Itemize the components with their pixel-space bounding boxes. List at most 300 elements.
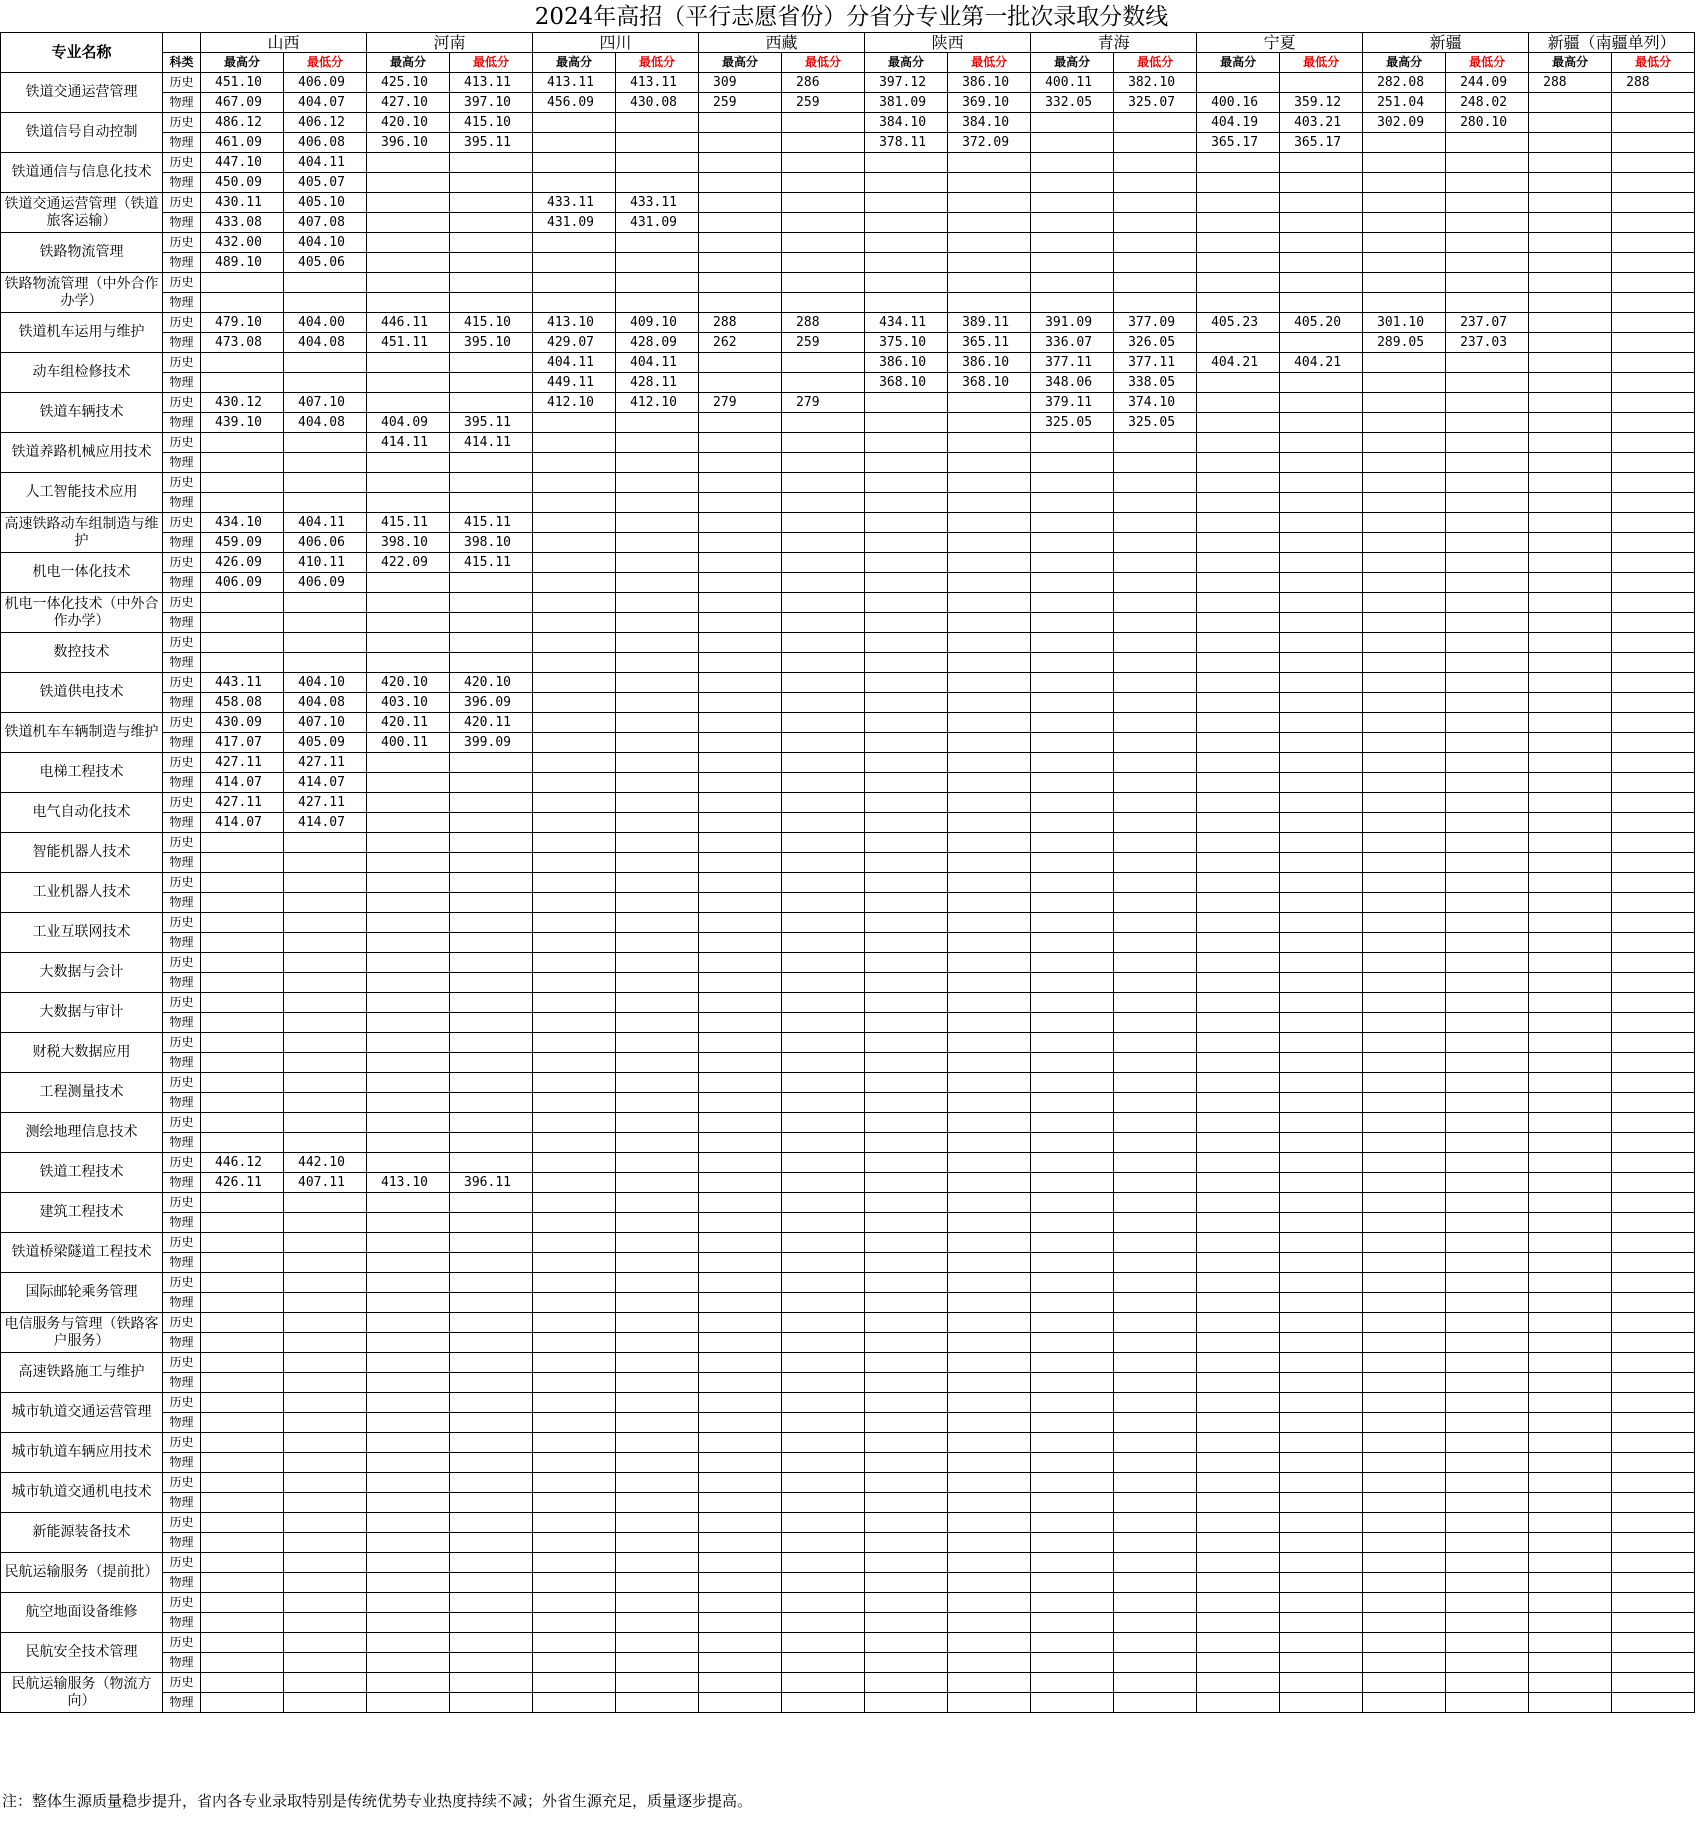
- max-score-cell: [201, 1193, 284, 1213]
- min-score-cell: [782, 1493, 865, 1513]
- table-row: [1, 853, 1695, 873]
- max-score-cell: [1363, 753, 1446, 773]
- max-score-cell: [1529, 713, 1612, 733]
- max-score-cell: [1529, 453, 1612, 473]
- max-score-cell: [1031, 1093, 1114, 1113]
- max-score-cell: [367, 1593, 450, 1613]
- min-score-cell: 404.08: [284, 413, 367, 433]
- max-score-cell: [1031, 993, 1114, 1013]
- max-score-cell: 413.11: [533, 73, 616, 93]
- max-score-cell: [1031, 153, 1114, 173]
- max-score-cell: [367, 1113, 450, 1133]
- max-score-cell: [699, 1533, 782, 1553]
- major-name: 电信服务与管理（铁路客户服务）: [1, 1313, 163, 1353]
- max-score-cell: [699, 1233, 782, 1253]
- max-score-cell: [865, 1693, 948, 1713]
- max-score-cell: [865, 953, 948, 973]
- max-score-cell: 302.09: [1363, 113, 1446, 133]
- max-score-cell: [1197, 1533, 1280, 1553]
- min-score-cell: [450, 953, 533, 973]
- max-score-cell: [699, 1613, 782, 1633]
- max-score-cell: [1031, 1673, 1114, 1693]
- min-score-cell: [1114, 1393, 1197, 1413]
- min-score-cell: [782, 1113, 865, 1133]
- min-score-cell: [948, 253, 1031, 273]
- max-score-cell: [1529, 1333, 1612, 1353]
- max-score-cell: [201, 1493, 284, 1513]
- subject-cell: 物理: [163, 1613, 201, 1633]
- min-score-cell: [1114, 733, 1197, 753]
- max-score-cell: [201, 1353, 284, 1373]
- max-score-cell: [367, 633, 450, 653]
- min-score-cell: 420.10: [450, 673, 533, 693]
- min-score-cell: [1612, 1413, 1695, 1433]
- min-score-cell: [1612, 1133, 1695, 1153]
- max-score-cell: [865, 173, 948, 193]
- max-score-cell: [699, 293, 782, 313]
- min-score-cell: [1114, 1073, 1197, 1093]
- max-score-cell: [1031, 1113, 1114, 1133]
- max-score-cell: [699, 913, 782, 933]
- min-score-cell: [782, 1593, 865, 1613]
- subject-cell: 物理: [163, 893, 201, 913]
- max-score-cell: [1363, 1153, 1446, 1173]
- min-score-cell: [948, 1513, 1031, 1533]
- min-score-cell: [1280, 1473, 1363, 1493]
- min-score-cell: 404.07: [284, 93, 367, 113]
- min-score-cell: [450, 1613, 533, 1633]
- max-score-cell: [865, 473, 948, 493]
- min-score-header: 最低分: [782, 53, 865, 73]
- max-score-cell: [201, 1653, 284, 1673]
- max-score-cell: [533, 1053, 616, 1073]
- major-name: 大数据与审计: [1, 993, 163, 1033]
- max-score-cell: [201, 453, 284, 473]
- score-table: [0, 32, 1695, 1713]
- min-score-cell: [1612, 1633, 1695, 1653]
- min-score-cell: [284, 593, 367, 613]
- min-score-cell: [450, 1533, 533, 1553]
- min-score-cell: [616, 653, 699, 673]
- max-score-cell: [533, 1613, 616, 1633]
- min-score-cell: [782, 1193, 865, 1213]
- max-score-cell: [865, 253, 948, 273]
- min-score-cell: [1280, 433, 1363, 453]
- max-score-cell: [865, 273, 948, 293]
- min-score-cell: [616, 1173, 699, 1193]
- min-score-cell: 288: [1612, 73, 1695, 93]
- max-score-cell: [865, 773, 948, 793]
- max-score-cell: [1363, 733, 1446, 753]
- max-score-cell: [201, 633, 284, 653]
- min-score-cell: [1114, 1673, 1197, 1693]
- min-score-cell: [782, 533, 865, 553]
- max-score-cell: [1031, 133, 1114, 153]
- min-score-cell: [1446, 1353, 1529, 1373]
- min-score-cell: 365.17: [1280, 133, 1363, 153]
- max-score-cell: [865, 1033, 948, 1053]
- max-score-cell: [865, 1573, 948, 1593]
- subject-cell: 物理: [163, 653, 201, 673]
- max-score-cell: [1529, 153, 1612, 173]
- max-score-cell: [1529, 1013, 1612, 1033]
- max-score-cell: [1363, 1133, 1446, 1153]
- max-score-cell: [699, 1093, 782, 1113]
- max-score-cell: [1529, 593, 1612, 613]
- major-name: 电气自动化技术: [1, 793, 163, 833]
- max-score-cell: [201, 1053, 284, 1073]
- min-score-cell: 414.11: [450, 433, 533, 453]
- min-score-cell: [948, 1593, 1031, 1613]
- table-row: [1, 1073, 1695, 1093]
- min-score-cell: [1446, 673, 1529, 693]
- min-score-cell: [284, 1093, 367, 1113]
- max-score-header: 最高分: [865, 53, 948, 73]
- min-score-cell: 405.07: [284, 173, 367, 193]
- table-row: [1, 1353, 1695, 1373]
- min-score-cell: [616, 453, 699, 473]
- min-score-cell: [284, 1213, 367, 1233]
- min-score-cell: [450, 1093, 533, 1113]
- min-score-cell: [616, 1233, 699, 1253]
- subject-cell: 物理: [163, 373, 201, 393]
- table-row: [1, 993, 1695, 1013]
- min-score-cell: [1114, 1573, 1197, 1593]
- max-score-cell: 375.10: [865, 333, 948, 353]
- max-score-cell: [1363, 413, 1446, 433]
- min-score-cell: [1280, 293, 1363, 313]
- max-score-cell: [1197, 293, 1280, 313]
- min-score-cell: [284, 1373, 367, 1393]
- max-score-cell: [1197, 193, 1280, 213]
- subject-cell: 历史: [163, 513, 201, 533]
- max-score-cell: [201, 1433, 284, 1453]
- min-score-cell: [1612, 333, 1695, 353]
- min-score-cell: [782, 753, 865, 773]
- subject-cell: 历史: [163, 1073, 201, 1093]
- major-name: 工业机器人技术: [1, 873, 163, 913]
- table-row: [1, 493, 1695, 513]
- max-score-cell: [1031, 213, 1114, 233]
- min-score-cell: [1446, 173, 1529, 193]
- max-score-cell: [1363, 693, 1446, 713]
- min-score-cell: [1612, 873, 1695, 893]
- max-score-cell: [1197, 233, 1280, 253]
- max-score-cell: [1529, 913, 1612, 933]
- min-score-cell: [1446, 273, 1529, 293]
- max-score-cell: [533, 853, 616, 873]
- min-score-cell: [616, 1633, 699, 1653]
- max-score-cell: [1363, 433, 1446, 453]
- min-score-cell: [616, 953, 699, 973]
- min-score-cell: [616, 1433, 699, 1453]
- table-row: [1, 1053, 1695, 1073]
- max-score-cell: [1529, 693, 1612, 713]
- min-score-cell: [782, 593, 865, 613]
- min-score-cell: [1446, 693, 1529, 713]
- min-score-cell: [782, 1273, 865, 1293]
- min-score-cell: [782, 473, 865, 493]
- max-score-cell: [1529, 1173, 1612, 1193]
- max-score-cell: [865, 413, 948, 433]
- min-score-cell: [1114, 1133, 1197, 1153]
- min-score-cell: [1114, 253, 1197, 273]
- min-score-cell: 369.10: [948, 93, 1031, 113]
- min-score-cell: [782, 1213, 865, 1233]
- max-score-cell: [1197, 973, 1280, 993]
- max-score-cell: [699, 1373, 782, 1393]
- max-score-cell: 451.11: [367, 333, 450, 353]
- max-score-cell: [1197, 673, 1280, 693]
- major-name: 航空地面设备维修: [1, 1593, 163, 1633]
- max-score-cell: [1529, 833, 1612, 853]
- table-row: [1, 513, 1695, 533]
- max-score-cell: [1031, 1053, 1114, 1073]
- min-score-cell: [1612, 493, 1695, 513]
- max-score-cell: [367, 1053, 450, 1073]
- min-score-cell: [1612, 1253, 1695, 1273]
- min-score-cell: [1612, 313, 1695, 333]
- max-score-cell: [1197, 1213, 1280, 1233]
- max-score-cell: [367, 1373, 450, 1393]
- max-score-cell: [1197, 953, 1280, 973]
- min-score-cell: [284, 973, 367, 993]
- max-score-cell: [1363, 653, 1446, 673]
- min-score-cell: [1612, 193, 1695, 213]
- max-score-cell: [1031, 793, 1114, 813]
- max-score-cell: 381.09: [865, 93, 948, 113]
- min-score-cell: [450, 1353, 533, 1373]
- max-score-cell: [367, 373, 450, 393]
- min-score-cell: [948, 933, 1031, 953]
- min-score-cell: 395.10: [450, 333, 533, 353]
- subject-cell: 物理: [163, 533, 201, 553]
- min-score-cell: [782, 253, 865, 273]
- max-score-cell: [367, 1573, 450, 1593]
- max-score-cell: [699, 1493, 782, 1513]
- table-row: [1, 1473, 1695, 1493]
- table-row: [1, 193, 1695, 213]
- max-score-cell: 426.09: [201, 553, 284, 573]
- max-score-cell: [367, 1633, 450, 1653]
- min-score-cell: 404.08: [284, 333, 367, 353]
- max-score-cell: 309: [699, 73, 782, 93]
- min-score-cell: [782, 693, 865, 713]
- min-score-cell: [1114, 1553, 1197, 1573]
- table-row: [1, 673, 1695, 693]
- min-score-cell: [948, 893, 1031, 913]
- min-score-cell: [1114, 1473, 1197, 1493]
- sheet-title: 2024年高招（平行志愿省份）分省分专业第一批次录取分数线: [534, 4, 1169, 30]
- max-score-cell: 397.12: [865, 73, 948, 93]
- max-score-cell: [699, 1153, 782, 1173]
- table-row: [1, 953, 1695, 973]
- max-score-cell: [367, 453, 450, 473]
- max-score-cell: 434.11: [865, 313, 948, 333]
- max-score-cell: 446.11: [367, 313, 450, 333]
- max-score-cell: 425.10: [367, 73, 450, 93]
- min-score-cell: [1280, 1273, 1363, 1293]
- min-score-cell: [450, 1193, 533, 1213]
- min-score-cell: [616, 1493, 699, 1513]
- min-score-cell: [948, 833, 1031, 853]
- max-score-cell: [865, 533, 948, 553]
- max-score-cell: [1031, 1533, 1114, 1553]
- max-score-cell: [1529, 1553, 1612, 1573]
- max-score-cell: [1031, 673, 1114, 693]
- max-score-cell: [1031, 953, 1114, 973]
- max-score-cell: [1031, 1333, 1114, 1353]
- max-score-cell: [533, 1693, 616, 1713]
- max-score-cell: 414.07: [201, 773, 284, 793]
- min-score-cell: [1446, 1473, 1529, 1493]
- min-score-cell: [948, 693, 1031, 713]
- province-header-6: 宁夏: [1197, 33, 1363, 53]
- min-score-cell: 409.10: [616, 313, 699, 333]
- max-score-cell: [699, 993, 782, 1013]
- max-score-cell: [1529, 1673, 1612, 1693]
- min-score-cell: [1446, 1573, 1529, 1593]
- min-score-cell: [948, 1313, 1031, 1333]
- max-score-cell: [1363, 1453, 1446, 1473]
- min-score-cell: [1114, 933, 1197, 953]
- max-score-cell: [1031, 173, 1114, 193]
- min-score-cell: [450, 1033, 533, 1053]
- min-score-cell: [1446, 613, 1529, 633]
- min-score-cell: [1612, 453, 1695, 473]
- max-score-cell: [367, 1293, 450, 1313]
- max-score-cell: [1529, 1393, 1612, 1413]
- max-score-cell: 288: [699, 313, 782, 333]
- min-score-cell: [450, 1293, 533, 1313]
- max-score-cell: [367, 1253, 450, 1273]
- max-score-cell: [1529, 993, 1612, 1013]
- min-score-cell: [1280, 393, 1363, 413]
- max-score-cell: 384.10: [865, 113, 948, 133]
- min-score-cell: [450, 1113, 533, 1133]
- max-score-cell: [1031, 1633, 1114, 1653]
- province-header-8: 新疆（南疆单列）: [1529, 33, 1695, 53]
- max-score-cell: [201, 1513, 284, 1533]
- min-score-cell: [1446, 833, 1529, 853]
- min-score-cell: [1446, 893, 1529, 913]
- min-score-cell: [948, 1293, 1031, 1313]
- min-score-cell: [1612, 413, 1695, 433]
- min-score-cell: [616, 1293, 699, 1313]
- min-score-cell: [450, 493, 533, 513]
- max-score-cell: [1197, 153, 1280, 173]
- max-score-cell: [201, 1693, 284, 1713]
- min-score-cell: [1446, 973, 1529, 993]
- min-score-cell: [284, 1273, 367, 1293]
- max-score-cell: [1529, 1613, 1612, 1633]
- min-score-cell: [948, 1133, 1031, 1153]
- max-score-cell: [1363, 993, 1446, 1013]
- subject-cell: 物理: [163, 1693, 201, 1713]
- min-score-cell: [782, 1353, 865, 1373]
- major-name: 财税大数据应用: [1, 1033, 163, 1073]
- table-row: [1, 1033, 1695, 1053]
- max-score-cell: [1031, 513, 1114, 533]
- max-score-cell: [1031, 633, 1114, 653]
- max-score-cell: [699, 1173, 782, 1193]
- subject-cell: 历史: [163, 1353, 201, 1373]
- min-score-cell: [948, 853, 1031, 873]
- major-name: 机电一体化技术（中外合作办学）: [1, 593, 163, 633]
- min-score-cell: [1280, 1053, 1363, 1073]
- max-score-cell: [367, 493, 450, 513]
- max-score-cell: [1529, 1653, 1612, 1673]
- max-score-cell: [865, 1493, 948, 1513]
- max-score-cell: [1197, 653, 1280, 673]
- max-score-cell: [699, 253, 782, 273]
- max-score-cell: [1363, 1513, 1446, 1533]
- max-score-cell: [1197, 1293, 1280, 1313]
- max-score-cell: [1197, 1333, 1280, 1353]
- max-score-cell: [533, 1333, 616, 1353]
- min-score-cell: [284, 1613, 367, 1633]
- min-score-cell: [1114, 793, 1197, 813]
- max-score-cell: 406.09: [201, 573, 284, 593]
- max-score-cell: [1529, 1313, 1612, 1333]
- min-score-cell: [1612, 1173, 1695, 1193]
- min-score-cell: [616, 933, 699, 953]
- max-score-cell: 417.07: [201, 733, 284, 753]
- max-score-cell: [1197, 473, 1280, 493]
- max-score-cell: [1529, 333, 1612, 353]
- max-score-cell: [1363, 1633, 1446, 1653]
- max-score-cell: [533, 1213, 616, 1233]
- max-score-cell: [1197, 433, 1280, 453]
- min-score-cell: 442.10: [284, 1153, 367, 1173]
- max-score-cell: [699, 533, 782, 553]
- subject-cell: 物理: [163, 213, 201, 233]
- major-name: 数控技术: [1, 633, 163, 673]
- max-score-cell: [1529, 233, 1612, 253]
- table-row: [1, 273, 1695, 293]
- max-score-cell: [1363, 1593, 1446, 1613]
- table-row: [1, 293, 1695, 313]
- max-score-cell: [865, 1553, 948, 1573]
- max-score-cell: [201, 1113, 284, 1133]
- max-score-cell: 336.07: [1031, 333, 1114, 353]
- min-score-cell: 326.05: [1114, 333, 1197, 353]
- min-score-cell: 288: [782, 313, 865, 333]
- min-score-cell: [1612, 133, 1695, 153]
- min-score-cell: [1280, 1393, 1363, 1413]
- max-score-cell: 420.10: [367, 113, 450, 133]
- subject-cell: 物理: [163, 173, 201, 193]
- max-score-cell: [1529, 773, 1612, 793]
- max-score-cell: [699, 1033, 782, 1053]
- min-score-cell: [450, 1653, 533, 1673]
- max-score-cell: [865, 1093, 948, 1113]
- min-score-cell: [1612, 653, 1695, 673]
- min-score-cell: [616, 833, 699, 853]
- max-score-cell: [865, 593, 948, 613]
- max-score-cell: [865, 1353, 948, 1373]
- max-score-cell: 479.10: [201, 313, 284, 333]
- min-score-cell: [1280, 1433, 1363, 1453]
- min-score-cell: [450, 1693, 533, 1713]
- min-score-cell: [948, 1453, 1031, 1473]
- min-score-cell: [1280, 613, 1363, 633]
- min-score-cell: [1280, 1593, 1363, 1613]
- table-row: [1, 1633, 1695, 1653]
- subject-cell: 物理: [163, 1013, 201, 1033]
- min-score-cell: [284, 1413, 367, 1433]
- min-score-cell: [1280, 1113, 1363, 1133]
